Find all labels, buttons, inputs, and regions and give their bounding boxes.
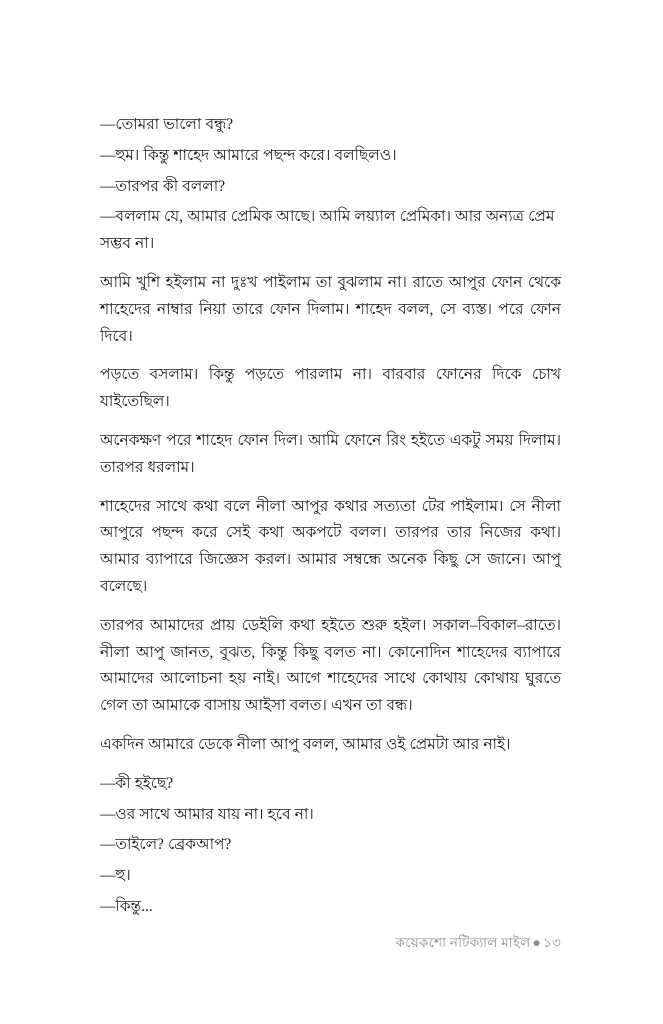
dialogue-line: —হুম। কিন্তু শাহেদ আমারে পছন্দ করে। বলছিলও।	[100, 146, 397, 164]
page-number: ১৩	[542, 935, 561, 950]
footer-book-title: কয়েকশো নটিক্যাল মাইল	[395, 935, 531, 950]
page-text-column	[100, 112, 561, 933]
dialogue-line: —তোমরা ভালো বন্ধু?	[100, 116, 234, 133]
dialogue-line: —বললাম যে, আমার প্রেমিক আছে। আমি লয়্যাল প্রেমিকা। আর অন্যত্র প্রেম সম্ভব না।	[100, 208, 555, 253]
dialogue-group	[100, 771, 561, 921]
dialogue-line: —কী হইছে?	[100, 774, 174, 792]
body-paragraph: একদিন আমারে ডেকে নীলা আপু বলল, আমার ওই প্রেমটা আর নাই।	[100, 735, 511, 753]
body-paragraph: পড়তে বসলাম। কিন্তু পড়তে পারলাম না। বারবার ফোনের দিকে চোখ যাইতেছিল।	[100, 366, 561, 411]
body-paragraph: অনেকক্ষণ পরে শাহেদ ফোন দিল। আমি ফোনে রিং হইতে একটু সময় দিলাম। তারপর ধরলাম।	[100, 431, 561, 476]
dialogue-line: —কিন্তু...	[100, 897, 153, 915]
body-paragraph: তারপর আমাদের প্রায় ডেইলি কথা হইতে শুরু হইল। সকাল–বিকাল–রাতে। নীলা আপু জানত, বুঝত, কিন্তু কিছু বলত না। কোনোদিন শাহেদের ব্যাপারে আমাদের আলোচনা হয় নাই। আগে শাহেদের সাথে কোথায় কোথায় ঘুরতে গেল তা আমাকে বাসায় আইসা বলত। এখন তা বন্ধ।	[100, 616, 561, 715]
dialogue-group	[100, 112, 561, 258]
page-footer	[100, 934, 561, 952]
dialogue-line: —তারপর কী বললা?	[100, 177, 226, 195]
dialogue-line: —তাইলে? ব্রেকআপ?	[100, 836, 232, 854]
body-paragraph: শাহেদের সাথে কথা বলে নীলা আপুর কথার সত্যতা টের পাইলাম। সে নীলা আপুরে পছন্দ করে সেই কথা অকপটে বলল। তারপর তার নিজের কথা। আমার ব্যাপারে জিজ্ঞেস করল। আমার সম্বন্ধে অনেক কিছু সে জানে। আপু বলেছে।	[100, 497, 561, 595]
body-paragraph: আমি খুশি হইলাম না দুঃখ পাইলাম তা বুঝলাম না। রাতে আপুর ফোন থেকে শাহেদের নাম্বার নিয়া তারে ফোন দিলাম। শাহেদ বলল, সে ব্যস্ত। পরে ফোন দিবে।	[100, 273, 561, 345]
footer-separator-dot: ●	[532, 935, 541, 950]
dialogue-line: —হু।	[100, 867, 131, 885]
dialogue-line: —ওর সাথে আমার যায় না। হবে না।	[100, 805, 314, 823]
